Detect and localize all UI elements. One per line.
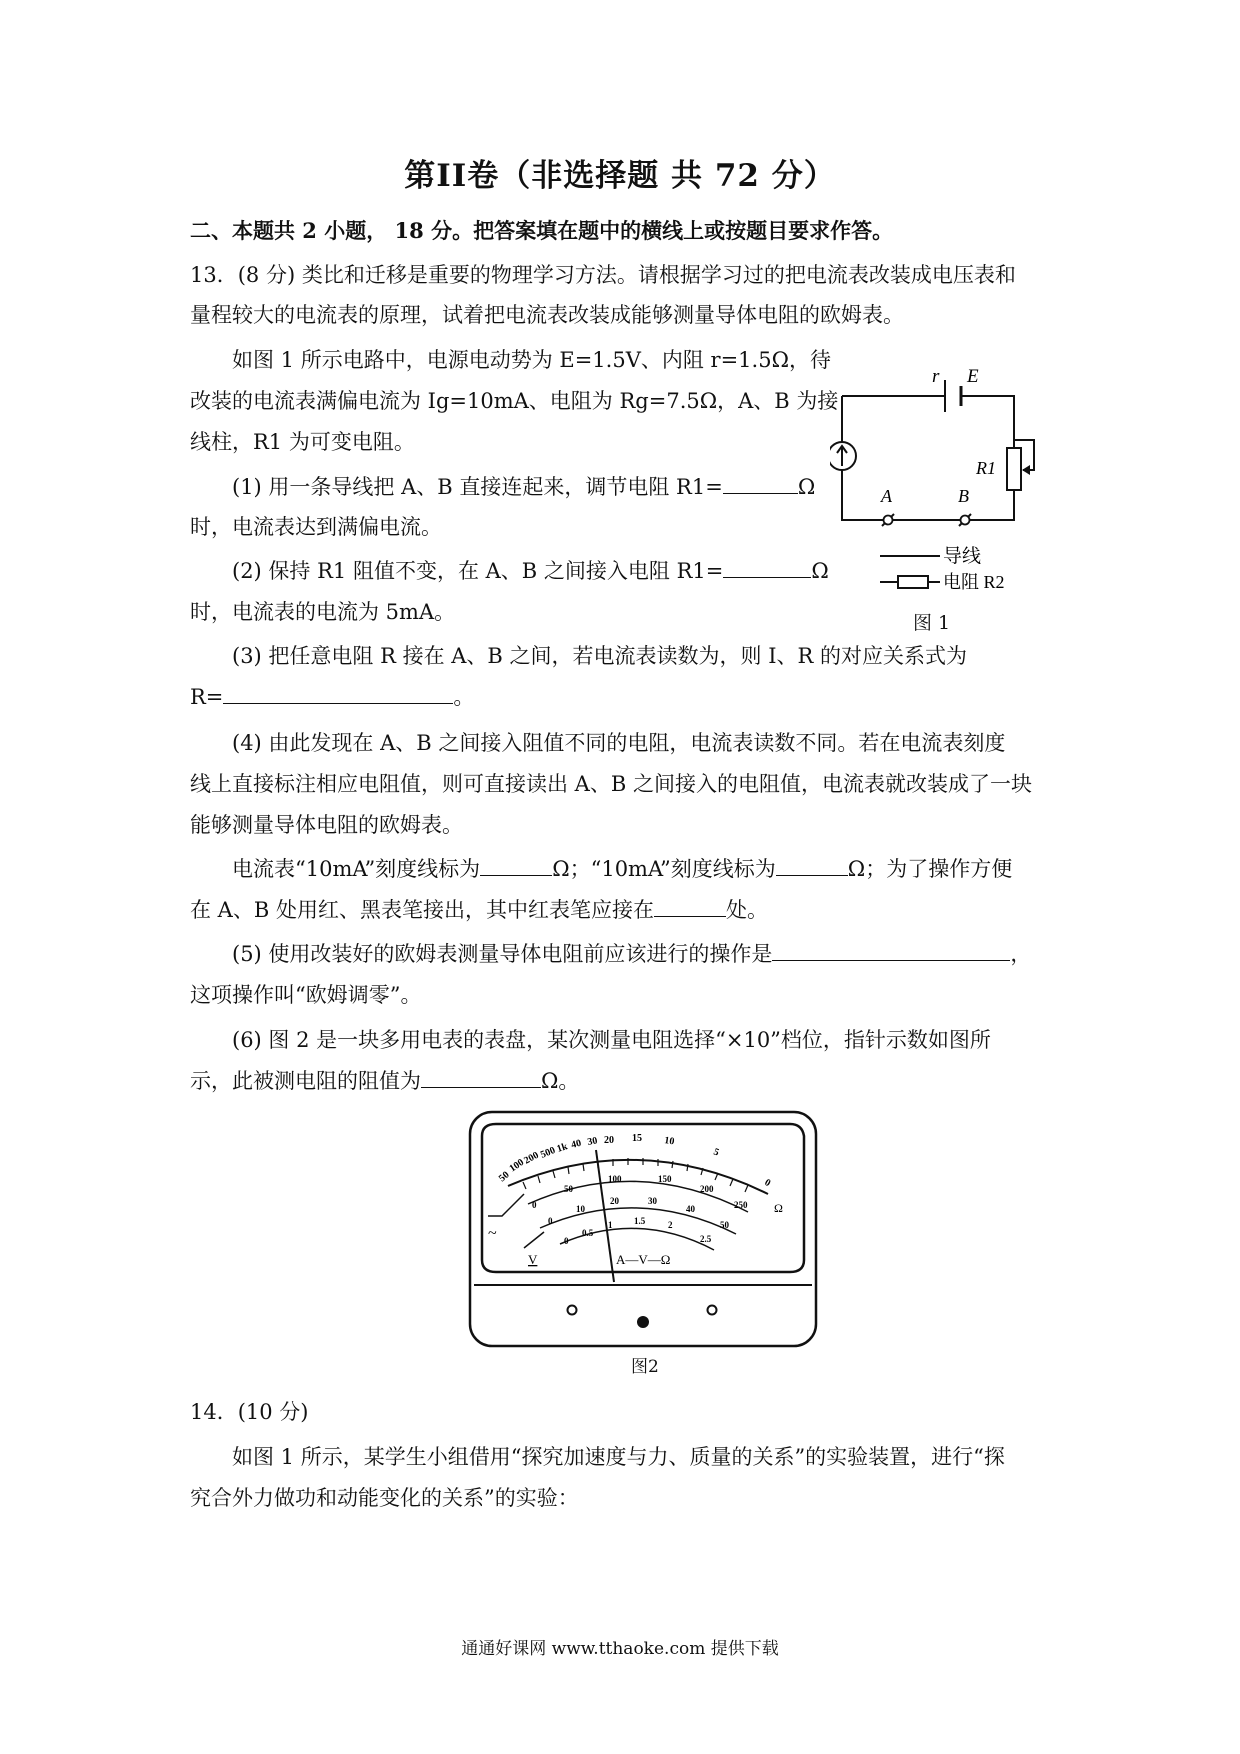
fig2-zero-knob[interactable] bbox=[637, 1316, 649, 1328]
fig2-dc-label-150: 150 bbox=[658, 1174, 672, 1184]
fig1-wire-top-right bbox=[961, 396, 1014, 448]
fig1-variable-resistor bbox=[1007, 448, 1021, 490]
fig2-ac-label-40: 40 bbox=[686, 1204, 695, 1214]
fig1-circuit bbox=[830, 360, 1050, 600]
q14-line2: 究合外力做功和动能变化的关系”的实验： bbox=[190, 1486, 579, 1510]
q13-part4-line5 bbox=[190, 890, 768, 930]
q13-part6-blank[interactable] bbox=[421, 1065, 541, 1088]
q13-part1-cont: 时，电流表达到满偏电流。 bbox=[190, 515, 442, 539]
fig2-low-label-0: 0 bbox=[564, 1236, 569, 1246]
fig2-low-label-2: 2 bbox=[668, 1220, 673, 1230]
fig2-ohm-label-500: 500 bbox=[539, 1144, 558, 1161]
fig2-screw-right bbox=[708, 1306, 717, 1315]
fig2-ohm-label-0: 0 bbox=[762, 1177, 773, 1190]
fig2-low-label-2-5: 2.5 bbox=[700, 1234, 712, 1244]
q13-part3-end: 。 bbox=[453, 685, 475, 709]
fig1-wire-bottom-left bbox=[842, 470, 883, 520]
q13-part5-blank[interactable] bbox=[772, 938, 1010, 961]
q13-part2-unit: Ω bbox=[811, 559, 829, 583]
fig2-ohm-label-30: 30 bbox=[586, 1135, 599, 1148]
q13-part4-line4 bbox=[232, 849, 1012, 889]
q13-part4-line4-c: Ω；为了操作方便 bbox=[847, 857, 1013, 881]
q13-part4-line4-a: 电流表“10mA”刻度线标为 bbox=[232, 857, 481, 881]
q13-part2 bbox=[232, 551, 829, 591]
q13-part5-end: ， bbox=[1010, 942, 1032, 966]
q13-part4-line4-b: Ω；“10mA”刻度线标为 bbox=[552, 857, 776, 881]
q13-setup-line1: 如图 1 所示电路中，电源电动势为 E=1.5V、内阻 r=1.5Ω，待 bbox=[232, 348, 831, 372]
q13-part6-text: 示，此被测电阻的阻值为 bbox=[190, 1069, 421, 1093]
fig2-ohm-label-15: 15 bbox=[632, 1133, 642, 1144]
q13-part4-line3: 能够测量导体电阻的欧姆表。 bbox=[190, 813, 463, 837]
fig2-dc-label-50: 50 bbox=[564, 1184, 573, 1194]
q13-part6-line2 bbox=[190, 1061, 579, 1101]
section-title: 第II卷（非选择题 共 72 分） bbox=[404, 158, 836, 194]
fig2-caption: 图2 bbox=[631, 1357, 659, 1377]
fig1-legend-wire-label: 导线 bbox=[943, 546, 982, 567]
q13-part2-cont: 时，电流表的电流为 5mA。 bbox=[190, 600, 456, 624]
fig2-screw-left bbox=[568, 1306, 577, 1315]
fig2-multimeter bbox=[468, 1110, 818, 1350]
q14-header: 14．(10 分) bbox=[190, 1400, 309, 1424]
fig2-dc-label-200: 200 bbox=[700, 1184, 714, 1194]
q13-part4-line2: 线上直接标注相应电阻值，则可直接读出 A、B 之间接入的电阻值，电流表就改装成了一块 bbox=[190, 772, 1032, 796]
fig2-center-label: A—V—Ω bbox=[616, 1252, 671, 1267]
q13-part3: (3) 把任意电阻 R 接在 A、B 之间，若电流表读数为，则 I、R 的对应关系式为 bbox=[232, 644, 967, 668]
q13-part5-text: (5) 使用改装好的欧姆表测量导体电阻前应该进行的操作是 bbox=[232, 942, 773, 966]
q14-line1: 如图 1 所示，某学生小组借用“探究加速度与力、质量的关系”的实验装置，进行“探 bbox=[232, 1445, 1005, 1469]
part-header: 二、本题共 2 小题， 18 分。把答案填在题中的横线上或按题目要求作答。 bbox=[190, 218, 894, 243]
fig2-ac-label-0: 0 bbox=[548, 1216, 553, 1226]
q13-part4-line5-a: 在 A、B 处用红、黑表笔接出，其中红表笔应接在 bbox=[190, 898, 654, 922]
fig1-caption: 图 1 bbox=[913, 612, 951, 634]
fig1-label-b: B bbox=[958, 486, 969, 506]
fig2-v-symbol: V bbox=[528, 1252, 538, 1267]
q13-part1-unit: Ω bbox=[797, 475, 816, 499]
fig2-ohm-label-1k: 1k bbox=[555, 1141, 569, 1155]
fig2-ohm-label-200: 200 bbox=[522, 1149, 541, 1167]
fig1-label-a: A bbox=[881, 486, 892, 506]
fig1-legend-resistor bbox=[898, 576, 928, 588]
q13-setup-line3: 线柱，R1 为可变电阻。 bbox=[190, 430, 415, 454]
fig2-ac-label-10: 10 bbox=[576, 1204, 585, 1214]
page-footer: 通通好课网 www.tthaoke.com 提供下载 bbox=[461, 1639, 779, 1659]
fig2-ohm-label-5: 5 bbox=[711, 1146, 721, 1159]
q13-part6-line1: (6) 图 2 是一块多用电表的表盘，某次测量电阻选择“×10”档位，指针示数如图所 bbox=[232, 1028, 991, 1052]
q13-intro-line1: 13．(8 分) 类比和迁移是重要的物理学习方法。请根据学习过的把电流表改装成电压表和 bbox=[190, 263, 1016, 287]
fig1-label-r1: R1 bbox=[976, 458, 996, 478]
fig1-slider-arrowhead bbox=[1022, 465, 1030, 475]
q13-part2-text: (2) 保持 R1 阻值不变，在 A、B 之间接入电阻 R1= bbox=[232, 559, 724, 583]
q13-part4-line5-b: 处。 bbox=[725, 898, 768, 922]
q13-intro-line2: 量程较大的电流表的原理，试着把电流表改装成能够测量导体电阻的欧姆表。 bbox=[190, 303, 904, 327]
q13-setup-line2: 改装的电流表满偏电流为 Ig=10mA、电阻为 Rg=7.5Ω，A、B 为接 bbox=[190, 389, 839, 413]
fig1-label-e: E bbox=[967, 366, 979, 387]
q13-part4-line1: (4) 由此发现在 A、B 之间接入阻值不同的电阻，电流表读数不同。若在电流表刻度 bbox=[232, 731, 1006, 755]
fig2-ac-label-20: 20 bbox=[610, 1196, 619, 1206]
fig2-ohm-label-10: 10 bbox=[663, 1135, 676, 1148]
fig2-low-label-1: 1 bbox=[608, 1220, 613, 1230]
fig2-dc-label-0: 0 bbox=[532, 1200, 537, 1210]
fig2-omega-symbol: Ω bbox=[774, 1201, 783, 1215]
fig2-ohm-label-20: 20 bbox=[604, 1135, 614, 1146]
q13-part3-blank[interactable] bbox=[223, 681, 453, 704]
q13-part6-unit: Ω。 bbox=[541, 1069, 580, 1093]
fig2-dc-label-100: 100 bbox=[608, 1174, 622, 1184]
fig1-wire-right-bottom bbox=[970, 490, 1014, 520]
q13-part4-blank3[interactable] bbox=[654, 894, 726, 917]
q13-part5-cont: 这项操作叫“欧姆调零”。 bbox=[190, 983, 422, 1007]
fig1-terminal-a bbox=[884, 516, 893, 525]
fig2-ohm-label-100: 100 bbox=[507, 1156, 527, 1175]
fig2-ac-label-50: 50 bbox=[720, 1220, 729, 1230]
q13-part2-blank[interactable] bbox=[723, 555, 811, 578]
q13-part3-r: R= bbox=[190, 685, 224, 709]
fig1-legend-resistor-label: 电阻 R2 bbox=[943, 572, 1005, 592]
fig2-low-label-0-5: 0.5 bbox=[582, 1228, 594, 1238]
q13-part1-text: (1) 用一条导线把 A、B 直接连起来，调节电阻 R1= bbox=[232, 475, 723, 499]
fig2-ohm-label-50: 50 bbox=[496, 1169, 512, 1185]
fig2-dc-label-250: 250 bbox=[734, 1200, 748, 1210]
q13-part1 bbox=[232, 467, 815, 507]
q13-part1-blank[interactable] bbox=[723, 471, 798, 494]
fig1-terminal-b bbox=[961, 516, 970, 525]
fig2-ohm-label-40: 40 bbox=[570, 1137, 583, 1151]
q13-part3-cont bbox=[190, 677, 474, 717]
fig2-low-label-1-5: 1.5 bbox=[634, 1216, 646, 1226]
q13-part5 bbox=[232, 934, 1031, 974]
fig2-ac-symbol: ~ bbox=[488, 1225, 497, 1242]
fig1-label-r: r bbox=[932, 366, 940, 387]
q13-part4-blank1[interactable] bbox=[480, 853, 552, 876]
q13-part4-blank2[interactable] bbox=[776, 853, 848, 876]
fig2-ac-label-30: 30 bbox=[648, 1196, 657, 1206]
